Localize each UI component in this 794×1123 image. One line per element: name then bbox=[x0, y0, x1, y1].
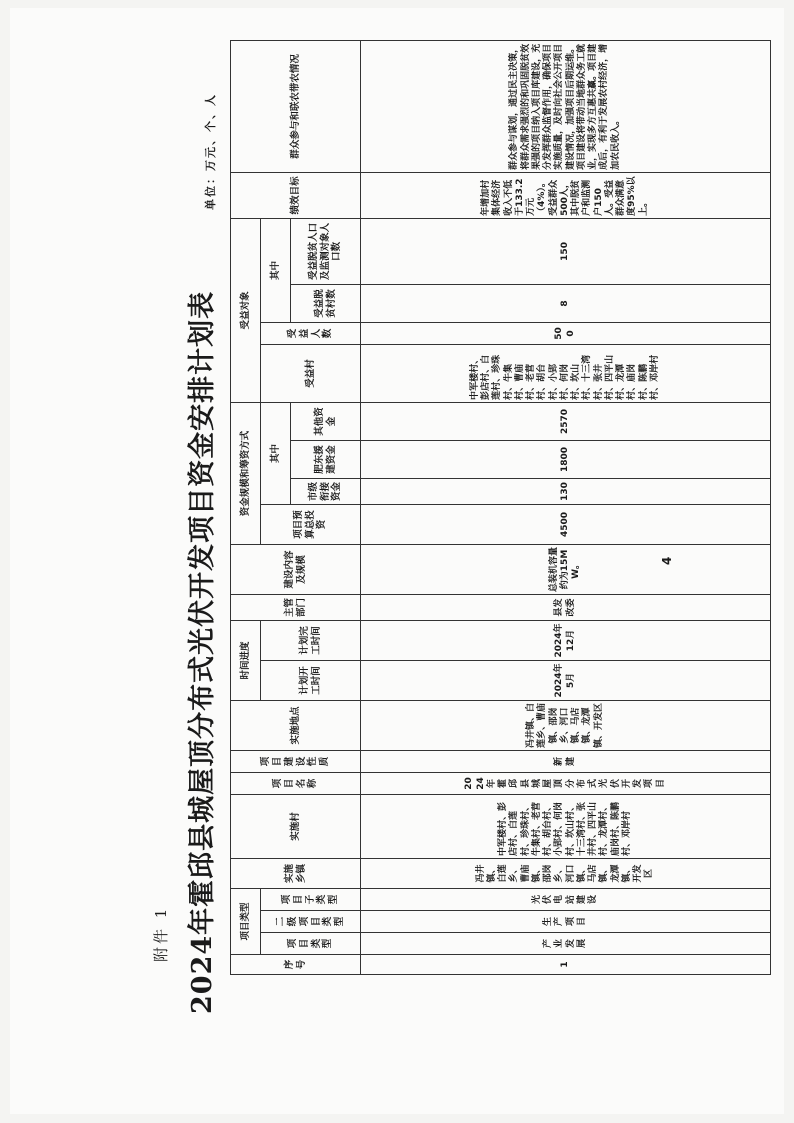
attachment-label: 附件 1 bbox=[152, 905, 170, 962]
header-project-category: 项目类型 bbox=[261, 933, 361, 955]
header-ben-village: 受益村 bbox=[261, 344, 361, 402]
cell-mechanism: 群众参与谋划，通过民主决策，将群众需求强烈的和巩固脱贫效果强的项目纳入项目库建设，充分发挥群众监督作用，确保项目实施质量，及时向社会公开项目建设情况，加强项目后期运维。项目建设将带动当地群众务工就业，实现多方互惠共赢。项目建成后，有利于发展农村经济，增加农民收入。 bbox=[361, 40, 771, 172]
cell-poor-people: 150 bbox=[361, 218, 771, 284]
rotated-table-wrapper bbox=[230, 43, 770, 975]
header-mechanism: 群众参与和联农带农情况 bbox=[231, 40, 361, 172]
header-content: 建设内容及规模 bbox=[231, 544, 361, 594]
unit-label: 单位：万元、个、人 bbox=[204, 93, 217, 210]
header-ben-count: 受益人数 bbox=[261, 322, 361, 344]
cell-subtype: 光伏电站建设 bbox=[361, 888, 771, 910]
header-location: 实施地点 bbox=[231, 700, 361, 750]
cell-dept: 县发改委 bbox=[361, 594, 771, 620]
header-loan: 肥东援建资金 bbox=[291, 440, 361, 478]
header-goal: 绩效目标 bbox=[231, 172, 361, 218]
header-ben-of-which: 其中 bbox=[261, 218, 291, 322]
header-poor-villages: 受益脱贫村数 bbox=[291, 284, 361, 322]
cell-level2: 生产项目 bbox=[361, 911, 771, 933]
cell-content: 总装机容量约为15MW。 bbox=[361, 544, 771, 594]
header-project-type: 项目类型 bbox=[231, 888, 261, 954]
header-level2: 二级项目类型 bbox=[261, 911, 361, 933]
cell-ben-count: 500 bbox=[361, 322, 771, 344]
cell-city-fund: 130 bbox=[361, 478, 771, 504]
cell-town: 冯井镇、白莲乡、曹庙镇、邵岗乡、河口镇、马店镇、龙潭镇、开发区 bbox=[361, 858, 771, 888]
cell-loan: 1800 bbox=[361, 440, 771, 478]
header-nature: 项目建设性质 bbox=[231, 750, 361, 772]
header-seq: 序号 bbox=[231, 955, 361, 975]
cell-poor-villages: 8 bbox=[361, 284, 771, 322]
cell-category: 产业发展 bbox=[361, 933, 771, 955]
cell-nature: 新建 bbox=[361, 750, 771, 772]
page-number: 4 bbox=[660, 556, 674, 565]
header-funding: 资金规模和筹资方式 bbox=[231, 402, 261, 544]
header-name: 项目名称 bbox=[231, 772, 361, 794]
header-end: 计划完工时间 bbox=[261, 620, 361, 660]
header-dept: 主管部门 bbox=[231, 594, 361, 620]
cell-goal: 年增加村集体经济收入不低于133.2万元（4%）。受益群众500人，其中脱贫户和监测户150人。受益群众满意度95%以上。 bbox=[361, 172, 771, 218]
funding-plan-table bbox=[230, 40, 771, 975]
header-town: 实施乡镇 bbox=[231, 858, 361, 888]
header-budget: 项目预算总投资 bbox=[261, 504, 361, 544]
cell-end: 2024年12月 bbox=[361, 620, 771, 660]
header-poor-people: 受益脱贫人口及监测对象人口数 bbox=[291, 218, 361, 284]
cell-other: 2570 bbox=[361, 402, 771, 440]
header-subtype: 项目子类型 bbox=[261, 888, 361, 910]
document-title: 2024年霍邱县城屋顶分布式光伏开发项目资金安排计划表 bbox=[187, 290, 218, 1014]
cell-location: 冯井镇、白莲乡、曹庙镇、邵岗乡、河口镇、马店镇、龙潭镇、开发区 bbox=[361, 700, 771, 750]
header-village: 实施村 bbox=[231, 794, 361, 858]
cell-start: 2024年5月 bbox=[361, 660, 771, 700]
header-funding-of-which: 其中 bbox=[261, 402, 291, 504]
cell-name: 2024年霍邱县城屋顶分布式光伏开发项目 bbox=[361, 772, 771, 794]
header-time-progress: 时间进度 bbox=[231, 620, 261, 700]
cell-seq: 1 bbox=[361, 955, 771, 975]
header-beneficiaries: 受益对象 bbox=[231, 218, 261, 402]
cell-village: 中军楼村、彭店村、白莲村、珍珠村、牛集村、老营村、胡台村、小郢村、何岗村、坎山村、十三湾村、张井村、四平山村、龙潭村、庙岗村、陈鹏村、邓岸村 bbox=[361, 794, 771, 858]
cell-ben-village: 中军楼村、彭店村、白莲村、珍珠村、牛集村、曹庙村、老营村、胡台村、小郢村、何岗村、坎山村、十三湾村、张井村、四平山村、龙潭村、庙岗村、陈鹏村、邓岸村 bbox=[361, 344, 771, 402]
header-other: 其他资金 bbox=[291, 402, 361, 440]
header-start: 计划开工时间 bbox=[261, 660, 361, 700]
cell-budget: 4500 bbox=[361, 504, 771, 544]
header-city-fund: 市级衔接资金 bbox=[291, 478, 361, 504]
